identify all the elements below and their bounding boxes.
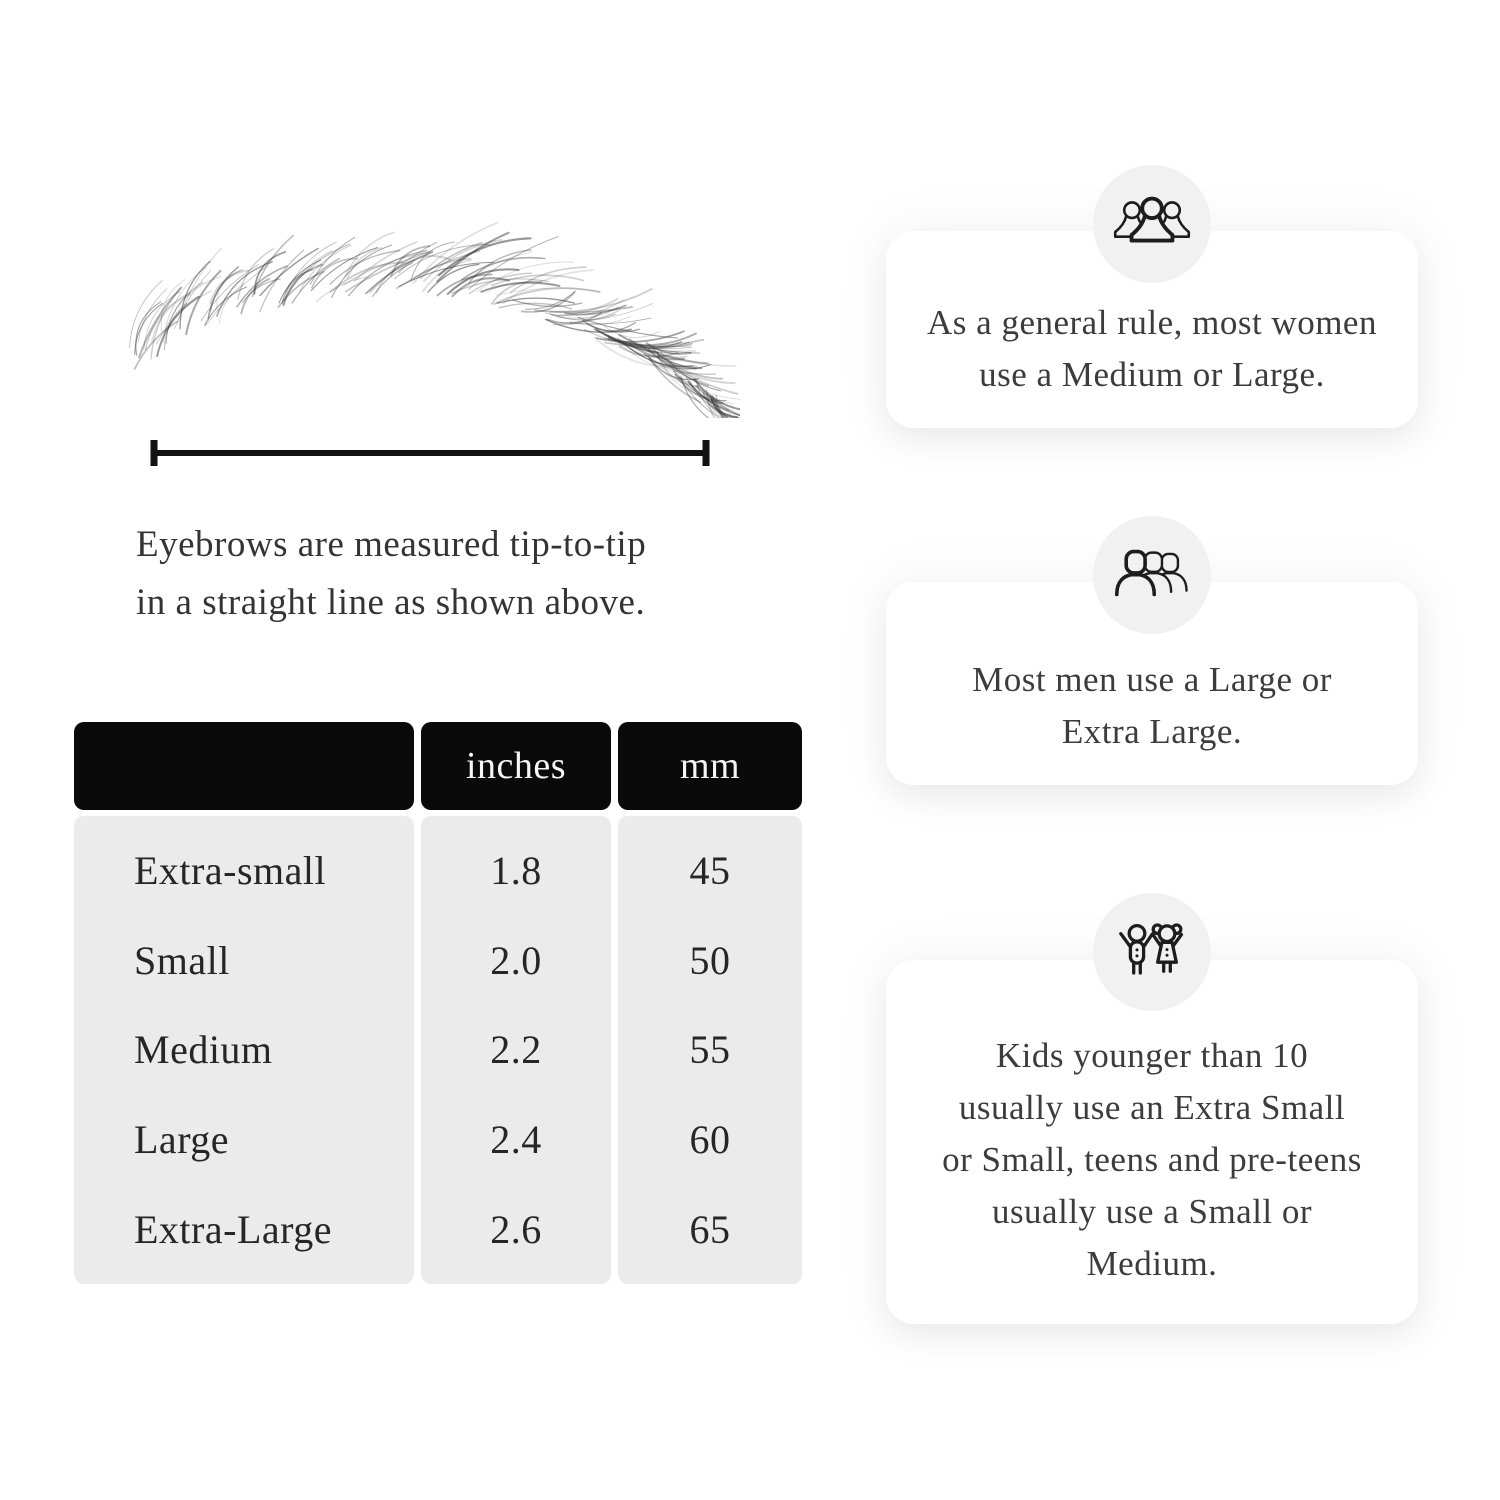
men-sizing-text: Most men use a Large or Extra Large.: [972, 659, 1332, 751]
size-table-header-blank: [74, 722, 414, 810]
mm-value-cell: 55: [689, 1027, 731, 1073]
mm-value-cell: 50: [689, 937, 731, 983]
kids-sizing-text: Kids younger than 10 usually use an Extra Small or Small, teens and pre-teens usually use a Small or Medium.: [942, 1036, 1362, 1283]
caption-line-1: Eyebrows are measured tip-to-tip: [136, 524, 647, 565]
women-sizing-text: As a general rule, most women use a Medium or Large.: [927, 302, 1377, 394]
measurement-line: [150, 438, 710, 466]
inches-value-cell: 2.4: [490, 1117, 542, 1163]
kids-sizing-card: [886, 960, 1418, 1324]
size-label-cell: Medium: [134, 1027, 273, 1073]
size-table-header-mm: mm: [618, 722, 802, 810]
men-icon-badge: [1093, 516, 1211, 634]
size-table-col-mm: [618, 722, 802, 1284]
women-icon-badge: [1093, 165, 1211, 283]
size-table-col-inches: [421, 722, 611, 1284]
inches-value-cell: 2.2: [490, 1027, 542, 1073]
inches-value-cell: 2.0: [490, 937, 542, 983]
size-label-cell: Small: [134, 937, 230, 983]
size-table-header-inches: inches: [421, 722, 611, 810]
caption-line-2: in a straight line as shown above.: [136, 582, 646, 623]
size-table-size-column: [74, 816, 414, 1284]
size-table-mm-column: [618, 816, 802, 1284]
mm-value-cell: 60: [689, 1117, 731, 1163]
mm-value-cell: 65: [689, 1206, 731, 1252]
kids-icon: [1113, 920, 1191, 984]
size-label-cell: Extra-Large: [134, 1206, 332, 1252]
men-group-icon: [1110, 545, 1194, 605]
inches-value-cell: 1.8: [490, 848, 542, 894]
size-label-cell: Large: [134, 1117, 230, 1163]
inches-value-cell: 2.6: [490, 1206, 542, 1252]
size-table-inches-column: [421, 816, 611, 1284]
size-label-cell: Extra-small: [134, 848, 327, 894]
size-table: [74, 722, 802, 1284]
kids-icon-badge: [1093, 893, 1211, 1011]
mm-value-cell: 45: [689, 848, 731, 894]
women-group-icon: [1112, 194, 1192, 254]
eyebrow-illustration: [100, 218, 740, 418]
measurement-caption: [136, 516, 776, 632]
size-table-col-sizes: [74, 722, 414, 1284]
